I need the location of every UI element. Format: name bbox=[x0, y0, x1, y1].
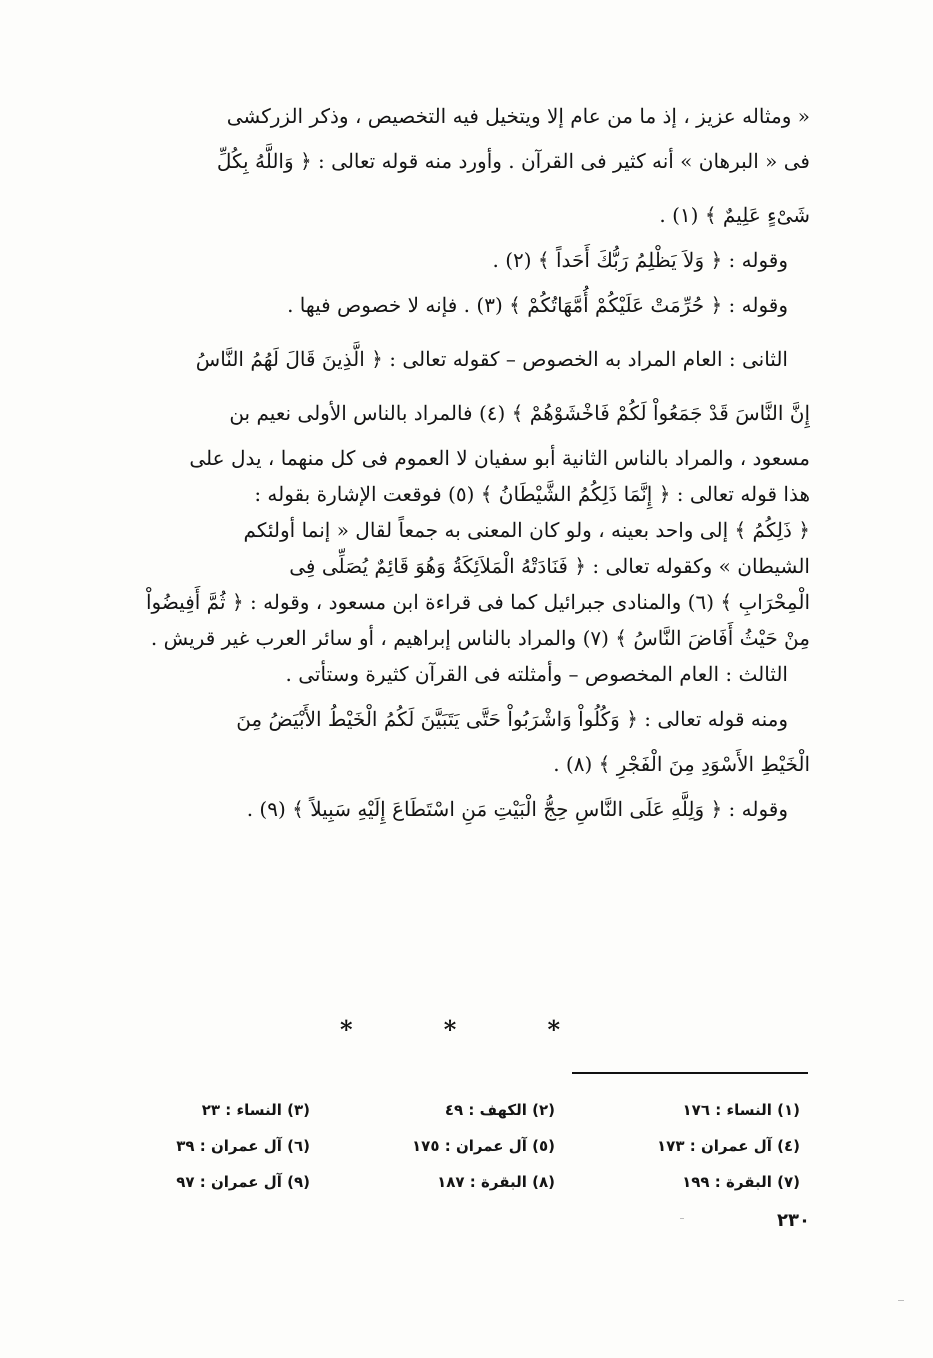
footnote-row bbox=[110, 1164, 800, 1200]
section-separator bbox=[340, 1015, 560, 1044]
asterisk: * bbox=[547, 1015, 560, 1044]
footnote-divider bbox=[572, 1072, 808, 1074]
text-line: فى « البرهان » أنه كثير فى القرآن . وأورد منه قوله تعالى : ﴿ وَاللَّهُ بِكُلِّ bbox=[216, 149, 810, 173]
text-line: الثانى : العام المراد به الخصوص – كقوله تعالى : ﴿ الَّذِينَ قَالَ لَهُمُ النَّاسُ bbox=[195, 347, 788, 371]
footnote: (٥) آل عمران : ١٧٥ bbox=[412, 1137, 555, 1155]
text-line: الْخَيْطِ الأَسْوَدِ مِنَ الْفَجْرِ ﴾ (٨) . bbox=[553, 752, 810, 776]
text-line: وقوله : ﴿ وَلاَ يَظْلِمُ رَبُّكَ أَحَداً ﴾ (٢) . bbox=[492, 248, 788, 272]
asterisk: * bbox=[443, 1015, 457, 1044]
scan-speck bbox=[898, 1300, 904, 1301]
footnote: (٤) آل عمران : ١٧٣ bbox=[657, 1137, 800, 1155]
text-line: مِنْ حَيْثُ أَفَاضَ النَّاسُ ﴾ (٧) والمراد بالناس إبراهيم ، أو سائر العرب غير قريش . bbox=[150, 626, 810, 650]
scan-speck bbox=[680, 1218, 684, 1219]
text-line: وقوله : ﴿ حُرِّمَتْ عَلَيْكُمْ أُمَّهَاتُكُمْ ﴾ (٣) . فإنه لا خصوص فيها . bbox=[287, 293, 788, 317]
footnote: (٣) النساء : ٢٣ bbox=[201, 1101, 310, 1119]
text-line: هذا قوله تعالى : ﴿ إِنَّمَا ذَلِكُمُ الشَّيْطَانُ ﴾ (٥) فوقعت الإشارة بقوله : bbox=[254, 482, 810, 506]
footnote: (١) النساء : ١٧٦ bbox=[682, 1101, 800, 1119]
footnotes bbox=[110, 1092, 800, 1200]
footnote: (٧) البقرة : ١٩٩ bbox=[682, 1173, 800, 1191]
text-line: وقوله : ﴿ وَلِلَّهِ عَلَى النَّاسِ حِجُّ الْبَيْتِ مَنِ اسْتَطَاعَ إِلَيْهِ سَبِيلاً ﴾ (٩) . bbox=[246, 797, 788, 821]
text-line: مسعود ، والمراد بالناس الثانية أبو سفيان لا العموم فى كل منهما ، يدل على bbox=[189, 446, 810, 470]
footnote: (٨) البقرة : ١٨٧ bbox=[437, 1173, 555, 1191]
text-line: الْمِحْرَابِ ﴾ (٦) والمنادى جبرائيل كما فى قراءة ابن مسعود ، وقوله : ﴿ ثُمَّ أَفِيضُواْ bbox=[145, 590, 810, 614]
text-line: ومنه قوله تعالى : ﴿ وَكُلُواْ وَاشْرَبُواْ حَتَّى يَتَبَيَّنَ لَكُمُ الْخَيْطُ الأَبْيَضُ مِنَ bbox=[236, 707, 788, 731]
footnote-row bbox=[110, 1092, 800, 1128]
footnote-row bbox=[110, 1128, 800, 1164]
text-line: إِنَّ النَّاسَ قَدْ جَمَعُواْ لَكُمْ فَاخْشَوْهُمْ ﴾ (٤) فالمراد بالناس الأولى نعيم بن bbox=[229, 401, 810, 425]
asterisk: * bbox=[340, 1015, 353, 1044]
footnote: (٦) آل عمران : ٣٩ bbox=[176, 1137, 310, 1155]
text-line: « ومثاله عزيز ، إذ ما من عام إلا ويتخيل فيه التخصيص ، وذكر الزركشى bbox=[226, 104, 810, 128]
text-line: ﴿ ذَلِكُمُ ﴾ إلى واحد بعينه ، ولو كان المعنى به جمعاً لقال « إنما أولئكم bbox=[243, 518, 810, 542]
page-number: ٢٣٠ bbox=[777, 1210, 810, 1231]
footnote: (٢) الكهف : ٤٩ bbox=[444, 1101, 555, 1119]
text-line: الثالث : العام المخصوص – وأمثلته فى القرآن كثيرة وستأتى . bbox=[285, 662, 788, 686]
text-line: الشيطان » وكقوله تعالى : ﴿ فَنَادَتْهُ الْمَلاَئِكَةُ وَهُوَ قَائِمٌ يُصَلِّى فِى bbox=[289, 554, 810, 578]
footnote: (٩) آل عمران : ٩٧ bbox=[176, 1173, 310, 1191]
text-line: شَىْءٍ عَلِيمٌ ﴾ (١) . bbox=[659, 203, 810, 227]
body-text bbox=[96, 98, 810, 836]
